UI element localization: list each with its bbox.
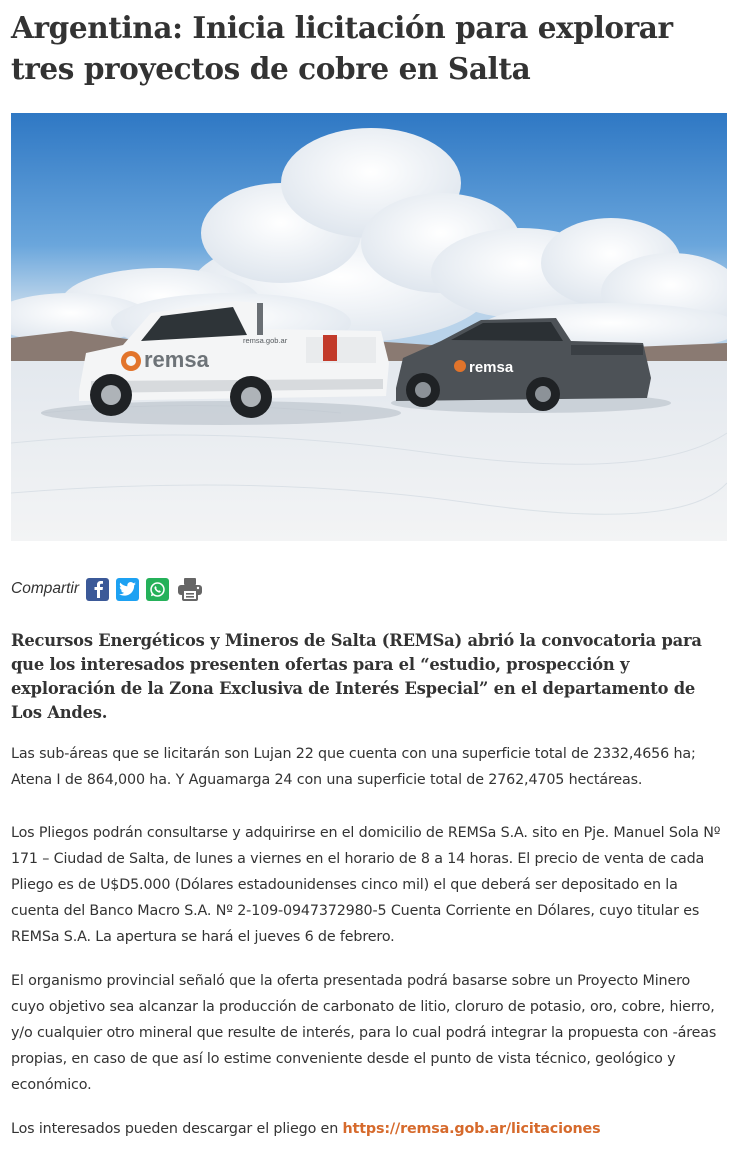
share-bar: [11, 574, 210, 604]
vehicle-1-url: remsa.gob.ar: [243, 336, 288, 345]
article-lead: Recursos Energéticos y Mineros de Salta (REMSa) abrió la convocatoria para que los interesados presenten ofertas para el “estudio, prospección y exploración de la Zona Exclusiva de Interés Especial” en el departamento de Los Andes.: [11, 631, 702, 722]
article-title: Argentina: Inicia licitación para explorar tres proyectos de cobre en Salta: [11, 10, 673, 86]
article-closing: [11, 1116, 727, 1142]
whatsapp-share-button[interactable]: [146, 578, 169, 601]
print-button[interactable]: [176, 578, 203, 601]
printer-icon: [177, 577, 203, 601]
closing-text: Los interesados pueden descargar el pliego en: [11, 1121, 343, 1137]
share-label: Compartir: [11, 580, 80, 597]
facebook-share-button[interactable]: [86, 578, 109, 601]
hero-image: [11, 113, 727, 541]
whatsapp-icon: [149, 581, 166, 598]
twitter-icon: [119, 582, 136, 596]
article-paragraph-1: Las sub-áreas que se licitarán son Lujan 22 que cuenta con una superficie total de 2332,4656 ha; Atena I de 864,000 ha. Y Aguamarga 24 con una superficie total de 2762,4705 hectáreas.: [11, 746, 696, 788]
article-paragraph-3: El organismo provincial señaló que la oferta presentada podrá basarse sobre un Proyecto Minero cuyo objetivo sea alcanzar la producción de carbonato de litio, cloruro de potasio, oro, cobre, hierro, y/o cualquier otro mineral que resulte de interés, para lo cual podrá integrar la propuesta con -áreas propias, en caso de que así lo estime conveniente desde el punto de vista técnico, geológico y económico.: [11, 973, 717, 1093]
article-paragraph-2: Los Pliegos podrán consultarse y adquirirse en el domicilio de REMSa S.A. sito en Pje. Manuel Sola Nº 171 – Ciudad de Salta, de lunes a viernes en el horario de 8 a 14 horas. El precio de venta de cada Pliego es de U$D5.000 (Dólares estadounidenses cinco mil) el que deberá ser depositado en la cuenta del Banco Macro S.A. Nº 2-109-0947372980-5 Cuenta Corriente en Dólares, cuyo titular es REMSa S.A. La apertura se hará el jueves 6 de febrero.: [11, 825, 721, 945]
twitter-share-button[interactable]: [116, 578, 139, 601]
licitaciones-link[interactable]: https://remsa.gob.ar/licitaciones: [342, 1121, 601, 1137]
vehicle-1-logo: remsa: [144, 347, 209, 372]
vehicle-2-logo: remsa: [469, 359, 514, 376]
facebook-icon: [91, 580, 105, 598]
